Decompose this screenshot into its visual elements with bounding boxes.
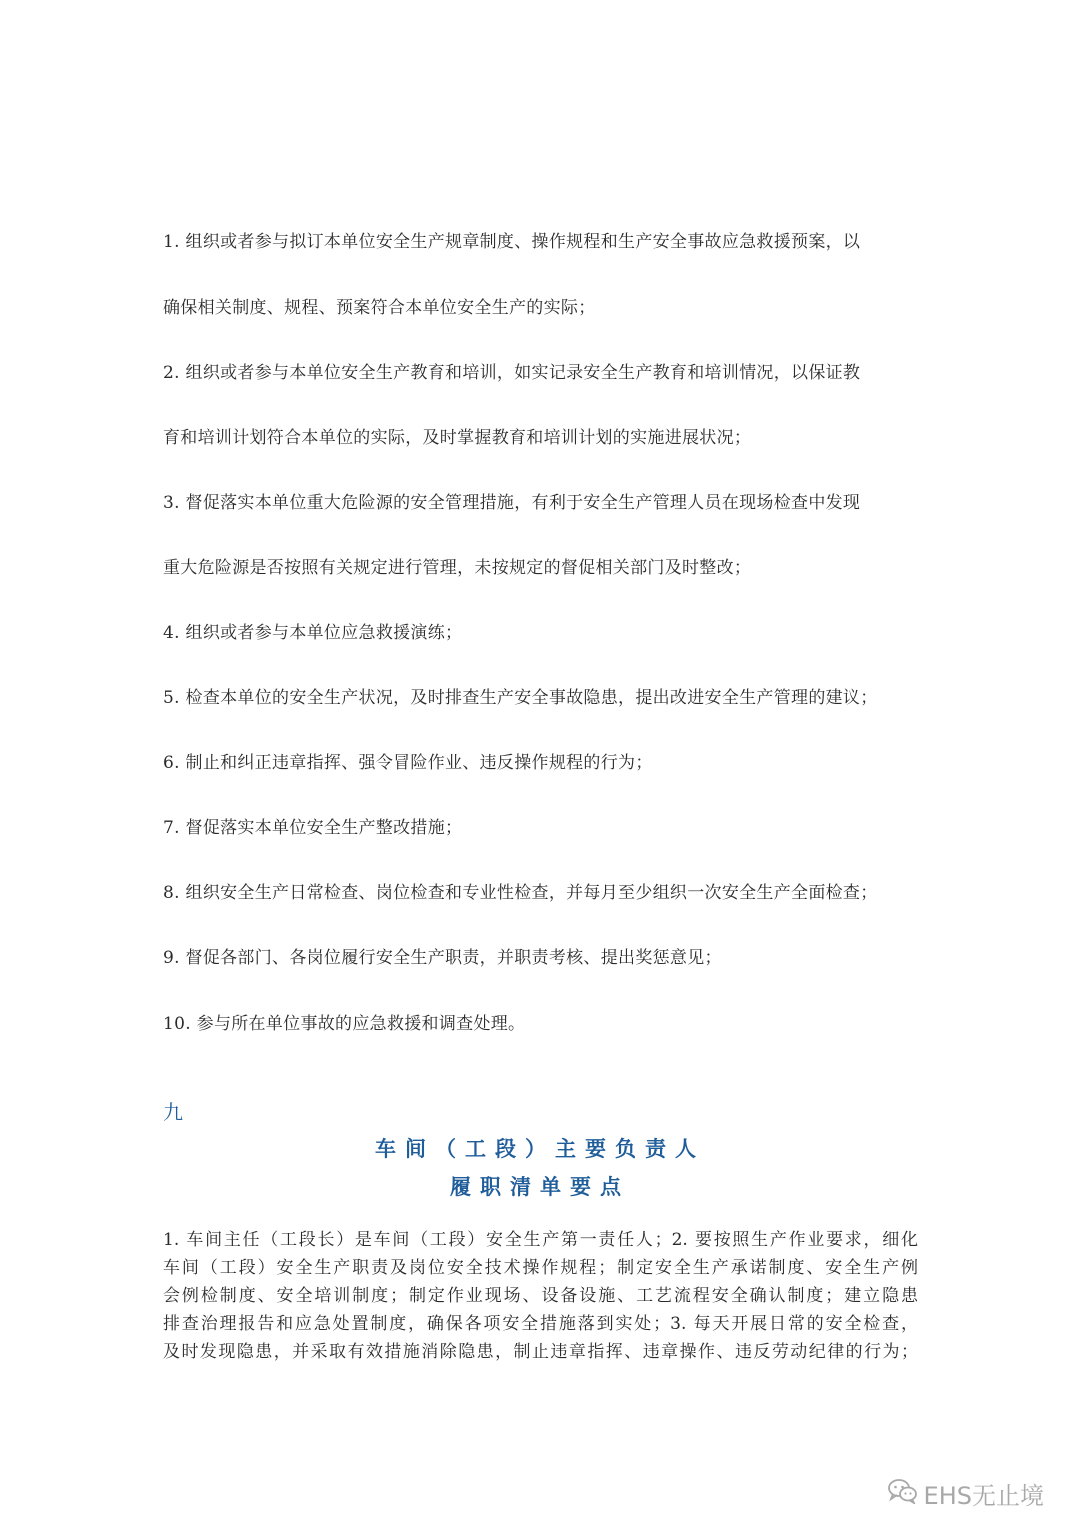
list-item-5: 5. 检查本单位的安全生产状况，及时排查生产安全事故隐患，提出改进安全生产管理的建议； <box>163 688 878 708</box>
watermark-text: EHS无止境 <box>923 1482 1044 1510</box>
section-title-line-1: 车间（工段）主要负责人 <box>375 1136 705 1161</box>
list-item-8: 8. 组织安全生产日常检查、岗位检查和专业性检查，并每月至少组织一次安全生产全面检查； <box>163 883 878 903</box>
list-item-1-line-1: 1. 组织或者参与拟订本单位安全生产规章制度、操作规程和生产安全事故应急救援预案，以 <box>163 232 861 252</box>
dense-paragraph-line-3: 会例检制度、安全培训制度；制定作业现场、设备设施、工艺流程安全确认制度；建立隐患 <box>163 1286 918 1306</box>
watermark <box>888 1476 1044 1511</box>
wechat-icon <box>888 1478 918 1510</box>
list-item-6: 6. 制止和纠正违章指挥、强令冒险作业、违反操作规程的行为； <box>163 753 653 773</box>
list-item-7: 7. 督促落实本单位安全生产整改措施； <box>163 818 463 838</box>
list-item-4: 4. 组织或者参与本单位应急救援演练； <box>163 623 463 643</box>
dense-paragraph-line-1: 1. 车间主任（工段长）是车间（工段）安全生产第一责任人；2. 要按照生产作业要求，细化 <box>163 1230 918 1250</box>
list-item-9: 9. 督促各部门、各岗位履行安全生产职责，并职责考核、提出奖惩意见； <box>163 948 722 968</box>
list-item-1-line-2: 确保相关制度、规程、预案符合本单位安全生产的实际； <box>163 298 596 318</box>
section-title-line-2: 履职清单要点 <box>450 1174 630 1199</box>
list-item-3-line-1: 3. 督促落实本单位重大危险源的安全管理措施，有利于安全生产管理人员在现场检查中发现 <box>163 493 861 513</box>
dense-paragraph-line-5: 及时发现隐患，并采取有效措施消除隐患，制止违章指挥、违章操作、违反劳动纪律的行为； <box>163 1342 918 1362</box>
dense-paragraph-line-2: 车间（工段）安全生产职责及岗位安全技术操作规程；制定安全生产承诺制度、安全生产例 <box>163 1258 918 1278</box>
list-item-10: 10. 参与所在单位事故的应急救援和调查处理。 <box>163 1014 526 1034</box>
list-item-2-line-1: 2. 组织或者参与本单位安全生产教育和培训，如实记录安全生产教育和培训情况，以保证教 <box>163 363 861 383</box>
list-item-2-line-2: 育和培训计划符合本单位的实际，及时掌握教育和培训计划的实施进展状况； <box>163 428 752 448</box>
dense-paragraph-line-4: 排查治理报告和应急处置制度，确保各项安全措施落到实处；3. 每天开展日常的安全检查， <box>163 1314 918 1334</box>
list-item-3-line-2: 重大危险源是否按照有关规定进行管理，未按规定的督促相关部门及时整改； <box>163 558 752 578</box>
section-number: 九 <box>163 1100 183 1124</box>
